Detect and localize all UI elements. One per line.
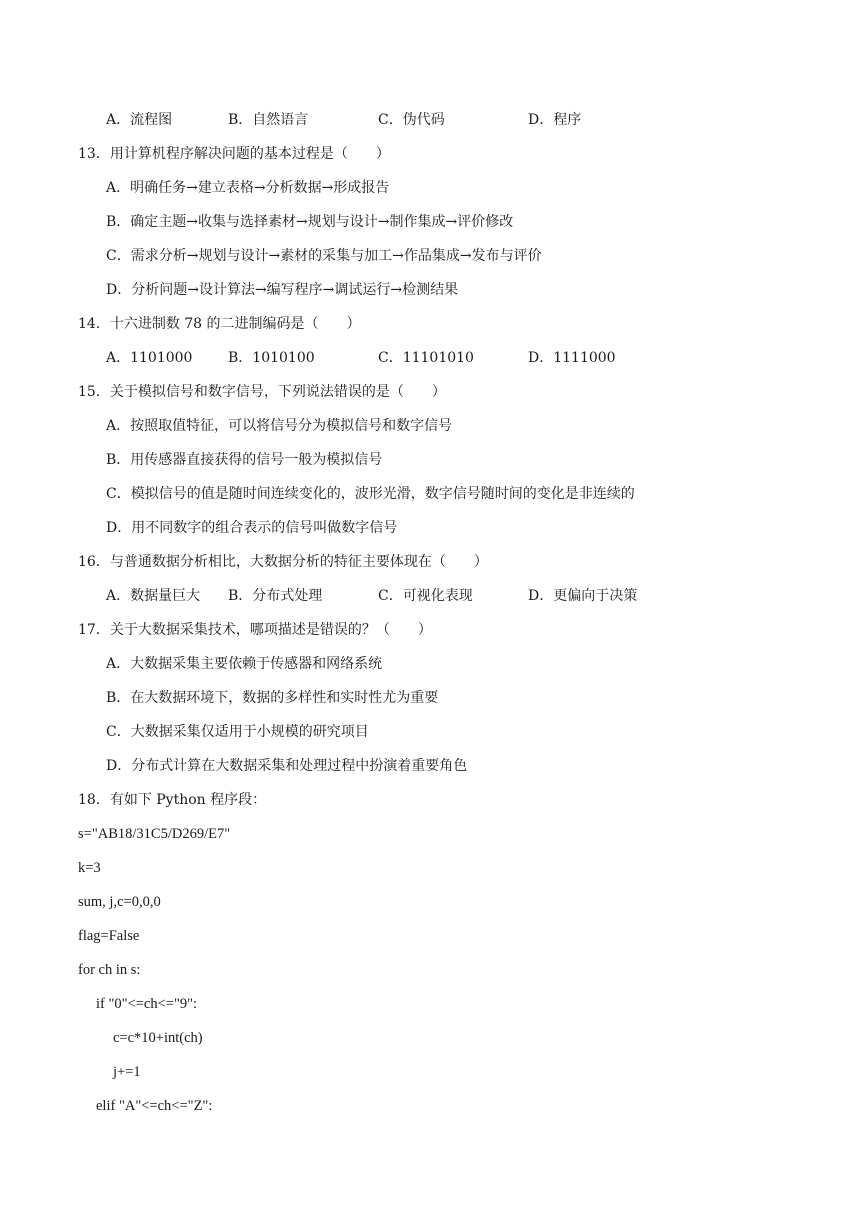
code-line: flag=False bbox=[78, 928, 140, 944]
q18-stem: 18．有如下 Python 程序段： bbox=[78, 792, 267, 808]
q14-option-b: B．1010100 bbox=[228, 350, 315, 366]
code-line: if "0"<=ch<="9": bbox=[96, 996, 198, 1012]
q17-option-d: D．分布式计算在大数据采集和处理过程中扮演着重要角色 bbox=[106, 758, 468, 774]
q13-option-b: B．确定主题→收集与选择素材→规划与设计→制作集成→评价修改 bbox=[106, 214, 514, 230]
q13-option-c: C．需求分析→规划与设计→素材的采集与加工→作品集成→发布与评价 bbox=[106, 248, 542, 264]
q16-option-b: B．分布式处理 bbox=[228, 588, 323, 604]
q13-option-d: D．分析问题→设计算法→编写程序→调试运行→检测结果 bbox=[106, 282, 459, 298]
q14-option-d: D．1111000 bbox=[528, 350, 616, 366]
q15-option-a: A．按照取值特征，可以将信号分为模拟信号和数字信号 bbox=[106, 418, 453, 434]
q15-stem: 15．关于模拟信号和数字信号，下列说法错误的是（ ） bbox=[78, 384, 446, 400]
q12-option-d: D．程序 bbox=[528, 112, 582, 128]
q12-option-c: C．伪代码 bbox=[378, 112, 445, 128]
q12-option-b: B．自然语言 bbox=[228, 112, 309, 128]
q12-option-a: A．流程图 bbox=[106, 112, 173, 128]
q15-option-b: B．用传感器直接获得的信号一般为模拟信号 bbox=[106, 452, 383, 468]
q17-stem: 17．关于大数据采集技术，哪项描述是错误的？（ ） bbox=[78, 622, 432, 638]
code-line: sum, j,c=0,0,0 bbox=[78, 894, 161, 910]
code-line: s="AB18/31C5/D269/E7" bbox=[78, 826, 231, 842]
code-line: j+=1 bbox=[113, 1064, 141, 1080]
code-line: c=c*10+int(ch) bbox=[113, 1030, 203, 1046]
q16-option-d: D．更偏向于决策 bbox=[528, 588, 638, 604]
q17-option-b: B．在大数据环境下，数据的多样性和实时性尤为重要 bbox=[106, 690, 439, 706]
q14-option-a: A．1101000 bbox=[106, 350, 193, 366]
q14-stem: 14．十六进制数 78 的二进制编码是（ ） bbox=[78, 316, 361, 332]
code-line: elif "A"<=ch<="Z": bbox=[96, 1098, 213, 1114]
q13-option-a: A．明确任务→建立表格→分析数据→形成报告 bbox=[106, 180, 390, 196]
q17-option-a: A．大数据采集主要依赖于传感器和网络系统 bbox=[106, 656, 383, 672]
q16-stem: 16．与普通数据分析相比，大数据分析的特征主要体现在（ ） bbox=[78, 554, 488, 570]
q15-option-c: C．模拟信号的值是随时间连续变化的，波形光滑，数字信号随时间的变化是非连续的 bbox=[106, 486, 635, 502]
code-line: for ch in s: bbox=[78, 962, 141, 978]
q16-option-a: A．数据量巨大 bbox=[106, 588, 201, 604]
q15-option-d: D．用不同数字的组合表示的信号叫做数字信号 bbox=[106, 520, 398, 536]
code-line: k=3 bbox=[78, 860, 101, 876]
q16-option-c: C．可视化表现 bbox=[378, 588, 473, 604]
q17-option-c: C．大数据采集仅适用于小规模的研究项目 bbox=[106, 724, 369, 740]
q13-stem: 13．用计算机程序解决问题的基本过程是（ ） bbox=[78, 146, 390, 162]
q14-option-c: C．11101010 bbox=[378, 350, 474, 366]
